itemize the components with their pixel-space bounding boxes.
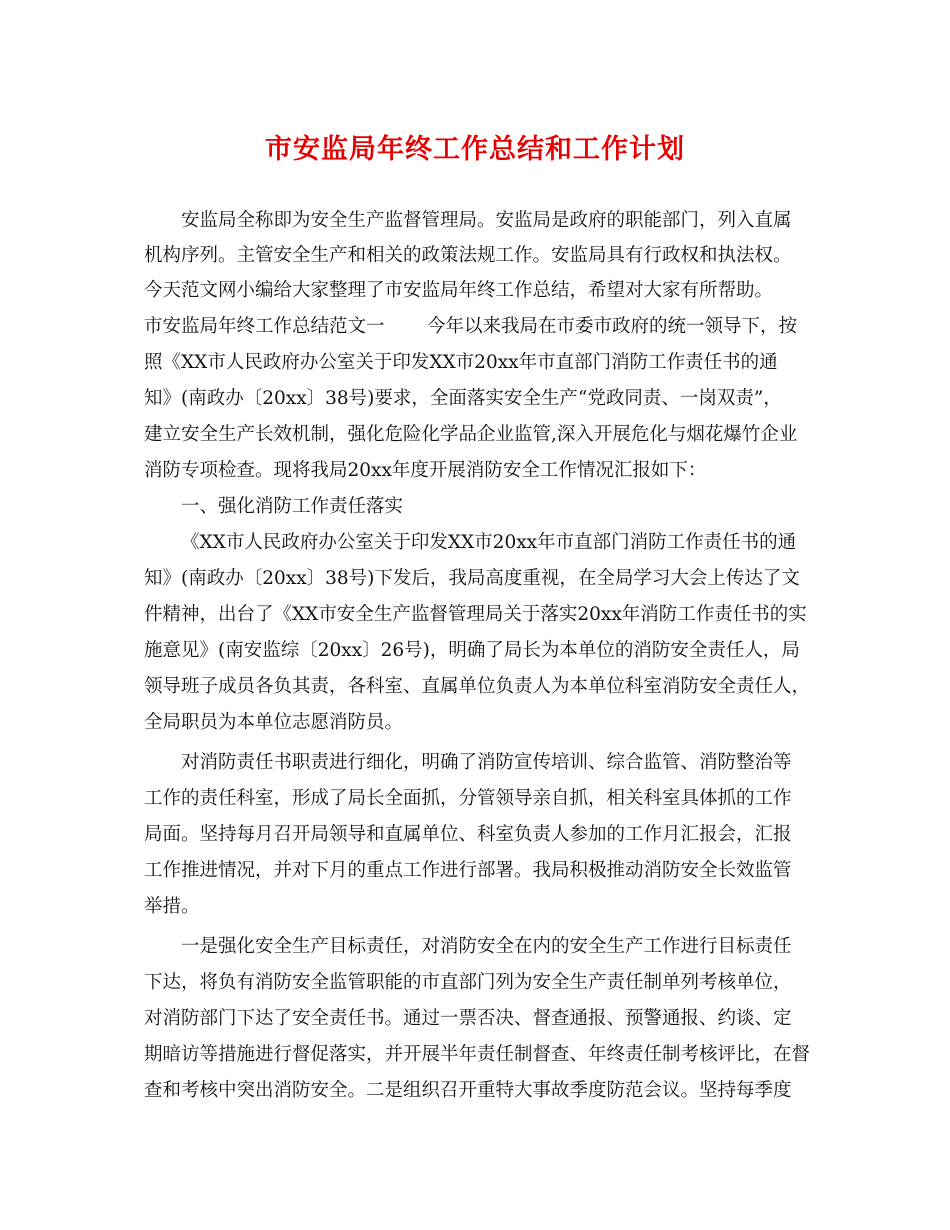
text-run: 领导班子成员各负其责，各科室、直属单位负责人为本单位科室消防安全责任人， (144, 676, 811, 697)
text-line (0, 929, 950, 965)
text-run: 机构序列。主管安全生产和相关的政策法规工作。安监局具有行政权和执法权。 (144, 245, 792, 266)
text-run: 全局职员为本单位志愿消防员。 (144, 712, 404, 733)
text-run: 知》(南政办〔20xx〕38号)要求，全面落实安全生产“党政同责、一岗双责”， (144, 388, 782, 409)
text-line (0, 669, 950, 705)
text-run: 《XX市人民政府办公室关于印发XX市20xx年市直部门消防工作责任书的通 (181, 532, 797, 553)
text-line (0, 853, 950, 889)
text-line (0, 525, 950, 561)
text-line (0, 745, 950, 781)
text-line (0, 561, 950, 597)
text-run: 照《XX市人民政府办公室关于印发XX市20xx年市直部门消防工作责任书的通 (144, 352, 778, 373)
text-run: 市安监局年终工作总结范文一 (144, 316, 385, 337)
text-line (0, 489, 950, 525)
text-line (0, 705, 950, 741)
text-line (0, 965, 950, 1001)
text-line (0, 781, 950, 817)
text-line (0, 817, 950, 853)
text-line (0, 417, 950, 453)
text-line (0, 1001, 950, 1037)
document-title: 市安监局年终工作总结和工作计划 (265, 134, 685, 165)
text-run: 下达，将负有消防安全监管职能的市直部门列为安全生产责任制单列考核单位， (144, 972, 792, 993)
text-run: 对消防部门下达了安全责任书。通过一票否决、督查通报、预警通报、约谈、定 (144, 1008, 792, 1029)
text-run: 工作推进情况，并对下月的重点工作进行部署。我局积极推动消防安全长效监管 (144, 860, 792, 881)
text-line (0, 1073, 950, 1109)
text-line (0, 1037, 950, 1073)
text-line (0, 309, 950, 345)
text-line (0, 345, 950, 381)
text-line (0, 238, 950, 274)
text-line (0, 453, 950, 489)
text-run: 今天范文网小编给大家整理了市安监局年终工作总结，希望对大家有所帮助。 (144, 280, 774, 301)
text-line (0, 381, 950, 417)
text-run: 一是强化安全生产目标责任，对消防安全在内的安全生产工作进行目标责任 (181, 936, 792, 957)
text-run: 查和考核中突出消防安全。二是组织召开重特大事故季度防范会议。坚持每季度 (144, 1080, 792, 1101)
text-line (0, 273, 950, 309)
text-run: 施意见》(南安监综〔20xx〕26号)，明确了局长为本单位的消防安全责任人，局 (144, 640, 800, 661)
text-run: 工作的责任科室，形成了局长全面抓，分管领导亲自抓，相关科室具体抓的工作 (144, 788, 792, 809)
text-run: 局面。坚持每月召开局领导和直属单位、科室负责人参加的工作月汇报会，汇报 (144, 824, 792, 845)
text-run: 期暗访等措施进行督促落实，并开展半年责任制督查、年终责任制考核评比，在督 (144, 1044, 811, 1065)
text-run: 对消防责任书职责进行细化，明确了消防宣传培训、综合监管、消防整治等 (181, 752, 792, 773)
text-run: 今年以来我局在市委市政府的统一领导下，按 (427, 316, 798, 337)
text-line (0, 597, 950, 633)
text-line (0, 633, 950, 669)
text-line (0, 889, 950, 925)
text-run: 举措。 (144, 896, 200, 917)
text-run: 一、强化消防工作责任落实 (181, 496, 404, 517)
text-line (0, 203, 950, 239)
text-run: 建立安全生产长效机制，强化危险化学品企业监管,深入开展危化与烟花爆竹企业 (144, 424, 798, 445)
text-run: 安监局全称即为安全生产监督管理局。安监局是政府的职能部门，列入直属 (181, 210, 792, 231)
text-run: 消防专项检查。现将我局20xx年度开展消防安全工作情况汇报如下： (144, 460, 707, 481)
text-run: 知》(南政办〔20xx〕38号)下发后，我局高度重视，在全局学习大会上传达了文 (144, 568, 800, 589)
text-run: 件精神，出台了《XX市安全生产监督管理局关于落实20xx年消防工作责任书的实 (144, 604, 807, 625)
